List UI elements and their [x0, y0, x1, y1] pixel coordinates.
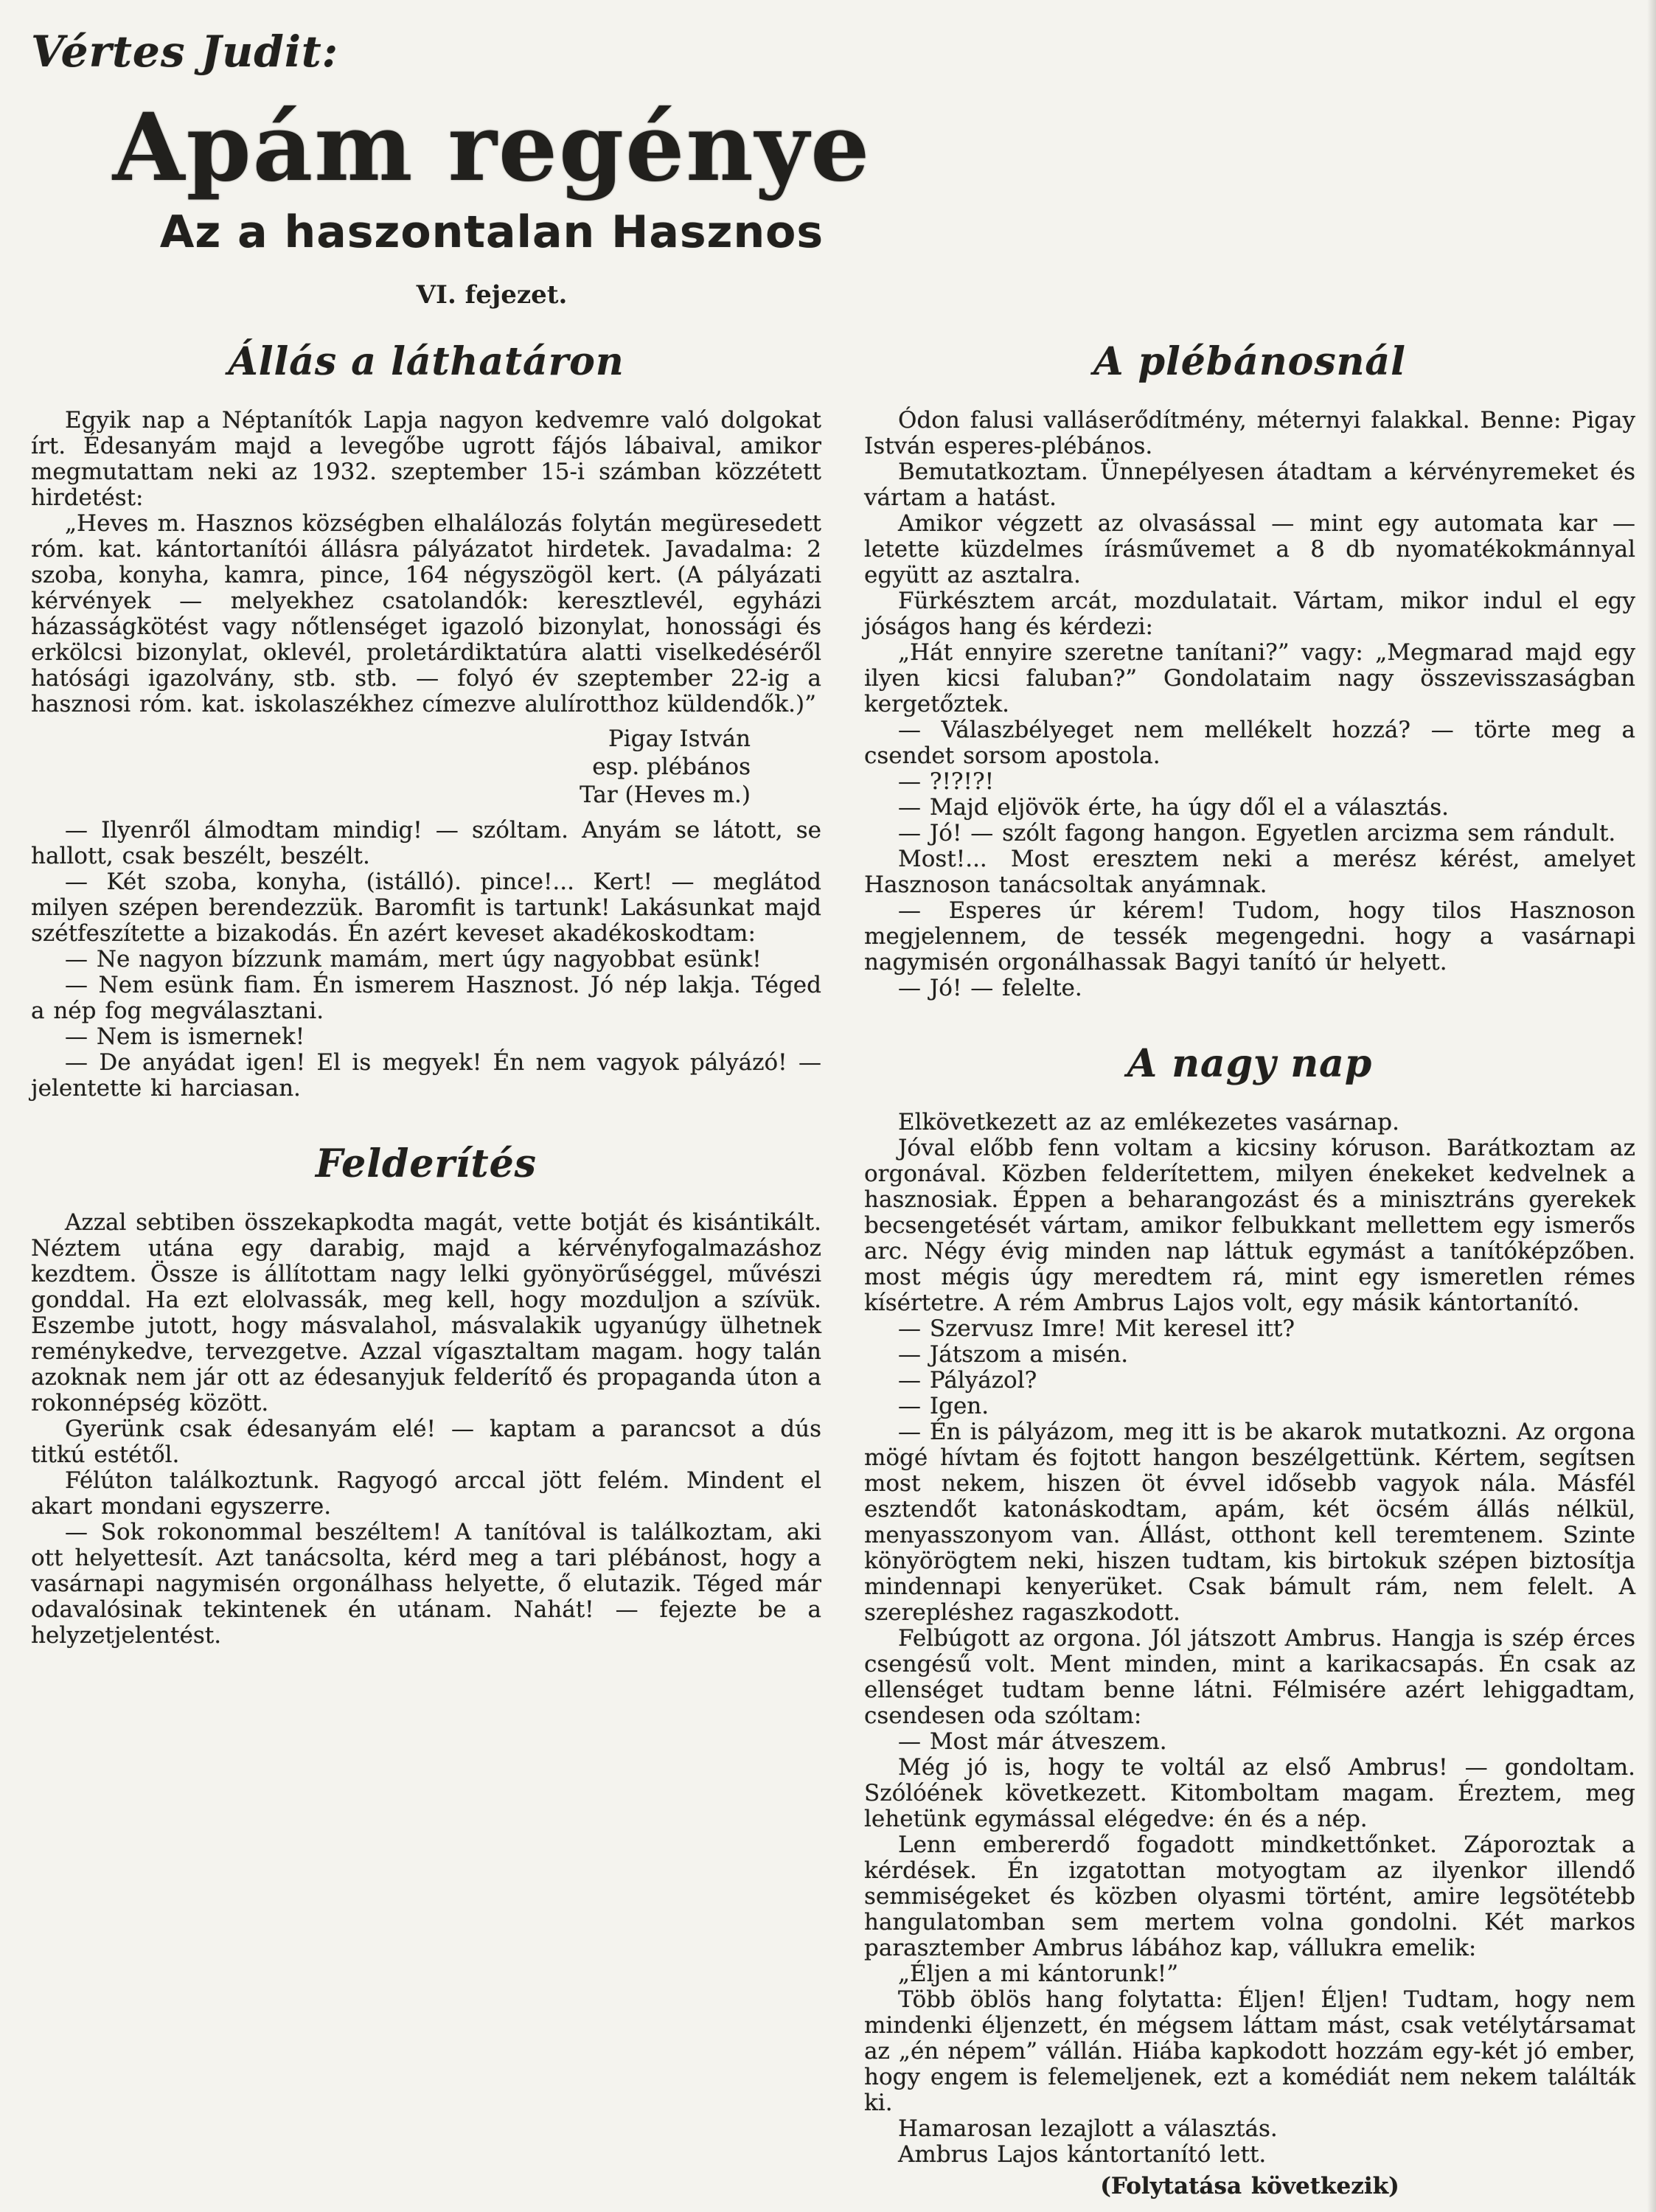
dialogue-line: — Jó! — szólt fagong hangon. Egyetlen arcizma sem rándult. [898, 820, 1616, 847]
section-heading: Állás a láthatáron [228, 339, 625, 385]
article-header [31, 27, 953, 310]
paragraph: Ódon falusi valláserődítmény, méternyi falakkal. Benne: Pigay István esperes-plébános. [864, 407, 1635, 460]
signature-line: Pigay István [608, 726, 751, 753]
dialogue-line: — Ne nagyon bízzunk mamám, mert úgy nagyobbat esünk! [65, 946, 762, 973]
dialogue-line: — Pályázol? [898, 1367, 1037, 1394]
dialogue-line: — Válaszbélyeget nem mellékelt hozzá? — törte meg a csendet sorsom apostola. [864, 717, 1635, 770]
dialogue-line: — Én is pályázom, meg itt is be akarok mutatkozni. Az orgona mögé hívtam és fojtott hangon beszélgettünk. Kértem, segítsen most nekem, hiszen öt évvel idősebb vagyok nála. Másfél esztendőt katonáskodtam, apám, két öcsém állás nélkül, menyasszonyom van. Állást, otthont kell teremtenem. Szinte könyörögtem neki, hiszen tudtam, kis birtokuk szépen biztosítja mindennapi kenyerüket. Csak bámult rám, nem felelt. A szerepléshez ragaszkodott. [864, 1419, 1635, 1627]
dialogue-line: — Esperes úr kérem! Tudom, hogy tilos Hasznoson megjelennem, de tessék megengedni. hogy a vasárnapi nagymisén orgonálhassak Bagyi tanító úr helyett. [864, 897, 1635, 976]
paragraph: „Hát ennyire szeretne tanítani?” vagy: „Megmarad majd egy ilyen kicsi faluban?” Gondolataim nagy összevisszaságban kergetőztek. [864, 639, 1635, 718]
chapter-label: VI. fejezet. [416, 280, 568, 310]
dialogue-line: — Igen. [898, 1393, 989, 1420]
dialogue-line: — Játszom a misén. [898, 1341, 1129, 1368]
continuation-note: (Folytatása következik) [1100, 2173, 1399, 2200]
paragraph: Fürkésztem arcát, mozdulatait. Vártam, mikor indul el egy jóságos hang és kérdezi: [864, 588, 1635, 641]
paragraph: „Heves m. Hasznos községben elhalálozás folytán megüresedett róm. kat. kántortanítói állásra pályázatot hirdetek. Javadalma: 2 szoba, konyha, kamra, pince, 164 négyszögöl kert. (A pályázati kérvények — melyekhez csatolandók: keresztlevél, egyházi házasságkötést vagy nőtlenséget igazoló bizonylat, honossági és erkölcsi bizonylat, oklevél, proletárdiktatúra alatti viselkedéséről hatósági igazolvány, stb. stb. — folyó év szeptember 22-ig a hasznosi róm. kat. iskolaszékhez címezve alulírotthoz küldendők.)” [31, 510, 821, 718]
article-title: Apám regénye [112, 93, 872, 202]
paragraph: Lenn embererdő fogadott mindkettőnket. Záporoztak a kérdések. Én izgatottan motyogtam az ilyenkor illendő semmiségeket és közben olyasmi történt, amire legsötétebb hangulatomban sem mertem volna gondolni. Két markos parasztember Ambrus lábához kap, vállukra emelik: [864, 1832, 1635, 1962]
paragraph: Hamarosan lezajlott a választás. [898, 2115, 1278, 2143]
signature-block [31, 725, 821, 809]
paragraph: Félúton találkoztunk. Ragyogó arccal jött felém. Mindent el akart mondani egyszerre. [31, 1467, 821, 1520]
dialogue-line: — Majd eljövök érte, ha úgy dől el a választás. [898, 794, 1449, 821]
dialogue-line: — Két szoba, konyha, (istálló). pince!... Kert! — meglátod milyen szépen berendezzük. Baromfit is tartunk! Lakásunkat majd szétfeszítette a bizakodás. Én azért keveset akadékoskodtam: [31, 869, 821, 947]
paragraph: „Éljen a mi kántorunk!” [898, 1961, 1179, 1988]
paragraph: Jóval előbb fenn voltam a kicsiny kóruson. Barátkoztam az orgonával. Közben felderítettem, milyen énekeket kedvelnek a hasznosiak. Éppen a beharangozást és a minisztráns gyerekek becsengetését vártam, amikor felbukkant mellettem egy ismerős arc. Négy évig minden nap láttuk egymást a tanítóképzőben. most mégis úgy meredtem rá, mint egy ismeretlen rémes kísértetre. A rém Ambrus Lajos volt, egy másik kántortanító. [864, 1135, 1635, 1317]
dialogue-line: — Nem esünk fiam. Én ismerem Hasznost. Jó nép lakja. Téged a nép fog megválasztani. [31, 972, 821, 1025]
right-column [864, 339, 1635, 2199]
paragraph: Felbúgott az orgona. Jól játszott Ambrus. Hangja is szép érces csengésű volt. Ment minden, mint a karikacsapás. Én csak az ellenséget tudtam benne látni. Félmisére azért lehiggadtam, csendesen oda szóltam: [864, 1625, 1635, 1730]
signature-line: Tar (Heves m.) [580, 782, 751, 809]
paragraph: Ambrus Lajos kántortanító lett. [898, 2141, 1267, 2168]
section-heading: A nagy nap [1127, 1041, 1373, 1087]
dialogue-line: — Nem is ismernek! [65, 1023, 305, 1051]
dialogue-line: — Sok rokonommal beszéltem! A tanítóval is találkoztam, aki ott helyettesít. Azt tanácsolta, kérd meg a tari plébánost, hogy a vasárnapi nagymisén orgonálhass helyette, ő elutazik. Téged már odavalósinak tekintenek én utánam. Nahát! — fejezte be a helyzetjelentést. [31, 1519, 821, 1649]
paragraph: Gyerünk csak édesanyám elé! — kaptam a parancsot a dús titkú estétől. [31, 1416, 821, 1469]
section-heading: A plébánosnál [1093, 339, 1406, 385]
dialogue-line: — Most már átveszem. [898, 1728, 1167, 1756]
dialogue-line: — Jó! — felelte. [898, 975, 1082, 1002]
author-byline: Vértes Judit: [31, 27, 339, 77]
paragraph: Elkövetkezett az az emlékezetes vasárnap. [898, 1109, 1399, 1136]
dialogue-line: — ?!?!?! [898, 768, 995, 796]
paragraph: Egyik nap a Néptanítók Lapja nagyon kedvemre való dolgokat írt. Édesanyám majd a levegőbe ugrott fájós lábaival, amikor megmutattam neki az 1932. szeptember 15-i számban közzétett hirdetést: [31, 407, 821, 512]
paragraph: Azzal sebtiben összekapkodta magát, vette botját és kisántikált. Néztem utána egy darabig, majd a kérvényfogalmazáshoz kezdtem. Össze is állítottam nagy lelki gyönyörűséggel, művészi gonddal. Ha ezt elolvassák, meg kell, hogy mozduljon a szívük. Eszembe jutott, hogy másvalahol, másvalakik ugyanúgy ülhetnek reménykedve, tervezgetve. Azzal vígasztaltam magam. hogy talán azoknak nem jár ott az édesanyjuk felderítő és propaganda úton a rokonnépség között. [31, 1209, 821, 1417]
paragraph: Még jó is, hogy te voltál az első Ambrus! — gondoltam. Szólóének következett. Kitomboltam magam. Éreztem, meg lehetünk egymással elégedve: én és a nép. [864, 1754, 1635, 1833]
left-column [31, 339, 821, 1649]
dialogue-line: — Szervusz Imre! Mit keresel itt? [898, 1315, 1295, 1343]
article-subtitle: Az a haszontalan Hasznos [159, 206, 824, 259]
dialogue-line: — De anyádat igen! El is megyek! Én nem vagyok pályázó! — jelentette ki harciasan. [31, 1049, 821, 1102]
paragraph: Több öblös hang folytatta: Éljen! Éljen! Tudtam, hogy nem mindenki éljenzett, én mégsem láttam mást, csak vetélytársamat az „én népem” vállán. Hiába kapkodott hozzám egy-két jó ember, hogy engem is felemeljenek, ezt a komédiát nem nekem találták ki. [864, 1986, 1635, 2117]
paragraph: Most!... Most eresztem neki a merész kérést, amelyet Hasznoson tanácsoltak anyámnak. [864, 846, 1635, 899]
article-columns [31, 339, 1644, 2199]
signature-line: esp. plébános [592, 754, 751, 781]
paragraph: Amikor végzett az olvasással — mint egy automata kar — letette küzdelmes írásművemet a 8 db nyomatékokmánnyal együtt az asztalra. [864, 510, 1635, 589]
section-heading: Felderítés [316, 1141, 537, 1187]
dialogue-line: — Ilyenről álmodtam mindig! — szóltam. Anyám se látott, se hallott, csak beszélt, beszélt. [31, 817, 821, 870]
paragraph: Bemutatkoztam. Ünnepélyesen átadtam a kérvényremeket és vártam a hatást. [864, 459, 1635, 512]
